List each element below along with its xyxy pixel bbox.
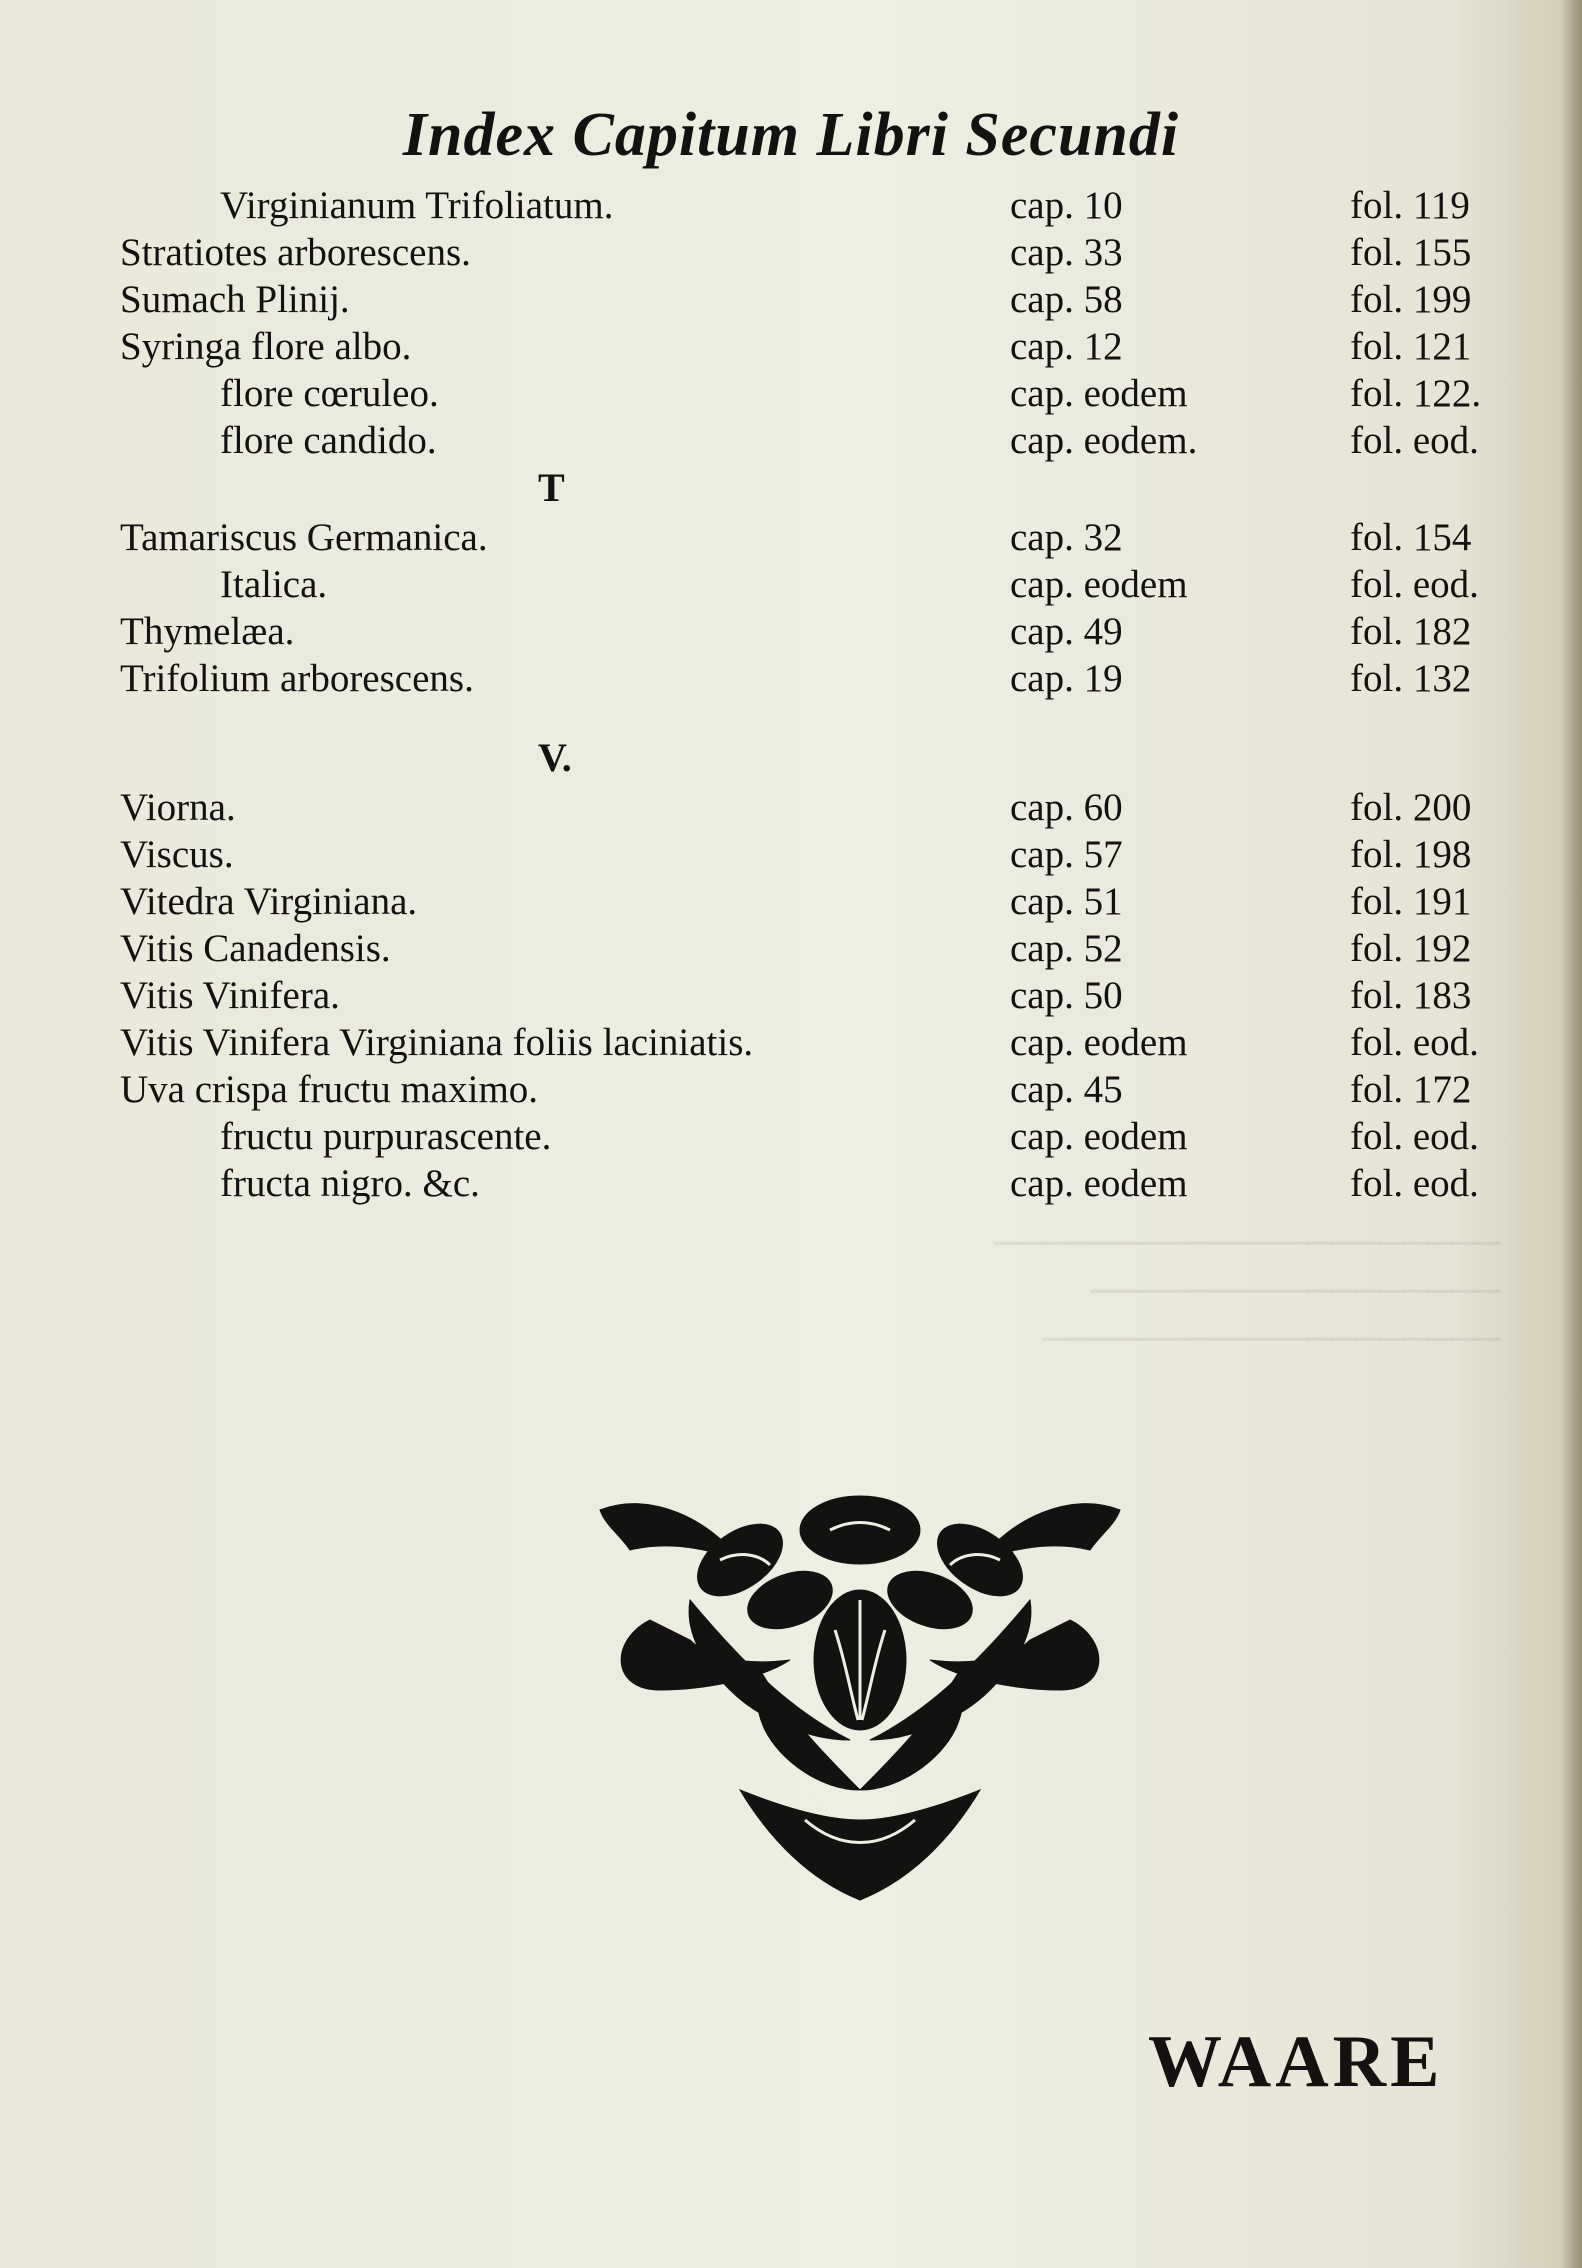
entry-chapter: cap. eodem <box>1010 1115 1188 1158</box>
entry-chapter: cap. eodem <box>1010 372 1188 415</box>
entry-folio: fol. 122. <box>1350 372 1482 415</box>
entry-name: Thymelæa. <box>120 610 295 653</box>
entry-folio: fol. 119 <box>1350 184 1470 227</box>
entry-name: Viorna. <box>120 786 236 829</box>
entry-folio: fol. eod. <box>1350 419 1479 462</box>
entry-name: Tamariscus Germanica. <box>120 516 488 559</box>
entry-chapter: cap. 57 <box>1010 833 1123 876</box>
entry-folio: fol. 198 <box>1350 833 1472 876</box>
entry-folio: fol. eod. <box>1350 563 1479 606</box>
section-letter <box>120 464 1500 514</box>
entry-folio: fol. 182 <box>1350 610 1472 653</box>
entry-name: Trifolium arborescens. <box>120 657 474 700</box>
entry-name: Virginianum Trifoliatum. <box>220 184 614 227</box>
entry-chapter: cap. 58 <box>1010 278 1123 321</box>
entry-folio: fol. eod. <box>1350 1115 1479 1158</box>
entry-name: Vitis Vinifera. <box>120 974 340 1017</box>
entry-folio: fol. 200 <box>1350 786 1472 829</box>
entry-chapter: cap. 32 <box>1010 516 1123 559</box>
row-spacer <box>120 702 1500 734</box>
entry-chapter: cap. 12 <box>1010 325 1123 368</box>
entry-chapter: cap. eodem <box>1010 563 1188 606</box>
entry-name: flore cœruleo. <box>220 372 439 415</box>
index-entry <box>120 323 1500 370</box>
entry-chapter: cap. 52 <box>1010 927 1123 970</box>
index-entry <box>120 1066 1500 1113</box>
entry-folio: fol. 191 <box>1350 880 1472 923</box>
index-table <box>120 182 1500 1207</box>
index-entry <box>120 608 1500 655</box>
index-entry <box>120 831 1500 878</box>
entry-name: Viscus. <box>120 833 234 876</box>
index-entry <box>120 561 1500 608</box>
index-entry <box>120 276 1500 323</box>
index-entry <box>120 229 1500 276</box>
entry-folio: fol. 199 <box>1350 278 1472 321</box>
bleed-through-reverse-page: ───────────────────── ───────────────── ─────────────────── <box>994 1221 1500 1363</box>
entry-folio: fol. 172 <box>1350 1068 1472 1111</box>
entry-chapter: cap. 49 <box>1010 610 1123 653</box>
entry-chapter: cap. 33 <box>1010 231 1123 274</box>
entry-chapter: cap. 10 <box>1010 184 1123 227</box>
entry-name: Syringa flore albo. <box>120 325 412 368</box>
entry-name: Vitis Canadensis. <box>120 927 391 970</box>
entry-chapter: cap. 60 <box>1010 786 1123 829</box>
entry-name: fructa nigro. &c. <box>220 1162 480 1205</box>
floral-bouquet-woodcut-icon <box>590 1490 1130 1910</box>
entry-name: Italica. <box>220 563 328 606</box>
entry-name: flore candido. <box>220 419 437 462</box>
index-entry <box>120 417 1500 464</box>
index-entry <box>120 655 1500 702</box>
catchword: WAARE <box>1148 2021 1444 2103</box>
entry-chapter: cap. 50 <box>1010 974 1123 1017</box>
index-entry <box>120 878 1500 925</box>
entry-folio: fol. eod. <box>1350 1021 1479 1064</box>
index-entry <box>120 972 1500 1019</box>
index-entry <box>120 370 1500 417</box>
entry-chapter: cap. eodem <box>1010 1021 1188 1064</box>
index-entry <box>120 182 1500 229</box>
index-entry <box>120 514 1500 561</box>
section-letter-label: V. <box>538 735 572 780</box>
entry-name: Sumach Plinij. <box>120 278 350 321</box>
section-letter-label: T <box>538 465 565 510</box>
section-letter <box>120 734 1500 784</box>
index-entry <box>120 1160 1500 1207</box>
entry-name: Uva crispa fructu maximo. <box>120 1068 539 1111</box>
entry-chapter: cap. 19 <box>1010 657 1123 700</box>
entry-chapter: cap. eodem <box>1010 1162 1188 1205</box>
index-entry <box>120 1019 1500 1066</box>
page-title: Index Capitum Libri Secundi <box>402 101 1180 169</box>
entry-chapter: cap. 51 <box>1010 880 1123 923</box>
entry-folio: fol. 155 <box>1350 231 1472 274</box>
entry-chapter: cap. 45 <box>1010 1068 1123 1111</box>
index-entry <box>120 1113 1500 1160</box>
entry-folio: fol. 183 <box>1350 974 1472 1017</box>
index-entry <box>120 925 1500 972</box>
entry-folio: fol. 192 <box>1350 927 1472 970</box>
entry-name: Stratiotes arborescens. <box>120 231 471 274</box>
entry-name: fructu purpurascente. <box>220 1115 552 1158</box>
index-entry <box>120 784 1500 831</box>
entry-folio: fol. eod. <box>1350 1162 1479 1205</box>
entry-folio: fol. 121 <box>1350 325 1472 368</box>
entry-folio: fol. 154 <box>1350 516 1472 559</box>
page-gutter-shadow <box>1560 0 1582 2268</box>
entry-name: Vitis Vinifera Virginiana foliis laciniatis. <box>120 1021 754 1064</box>
entry-name: Vitedra Virginiana. <box>120 880 418 923</box>
entry-chapter: cap. eodem. <box>1010 419 1198 462</box>
entry-folio: fol. 132 <box>1350 657 1472 700</box>
